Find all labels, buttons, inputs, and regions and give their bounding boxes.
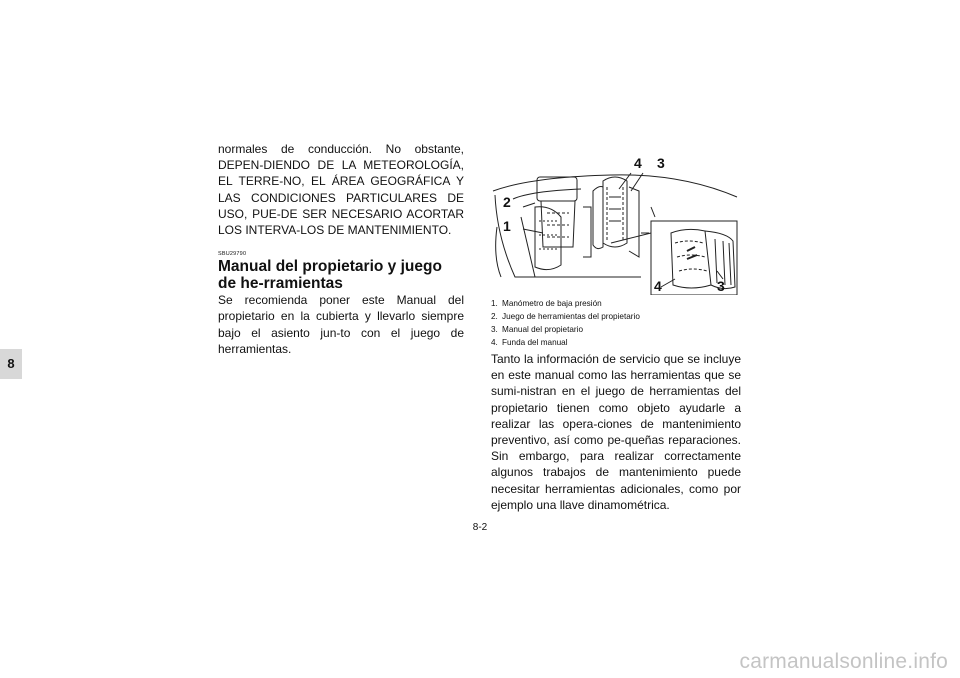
callout-3-inset: 3 <box>717 278 725 294</box>
section-code: SBU29790 <box>218 251 247 258</box>
callout-2: 2 <box>503 194 511 210</box>
callout-1: 1 <box>503 218 511 234</box>
section-heading: Manual del propietario y juego de he-rramientas <box>218 258 442 293</box>
caption-item: 2. Juego de herramientas del propietario <box>491 312 640 321</box>
right-column <box>491 351 741 513</box>
watermark[interactable]: carmanualsonline.info <box>739 650 948 673</box>
callout-4-inset: 4 <box>654 278 662 294</box>
intro-paragraph: normales de conducción. No obstante, DEPEN-DIENDO DE LA METEOROLOGÍA, EL TERRE-NO, EL ÁREA GEOGRÁFICA Y LAS CONDICIONES PARTICULARES DE USO, PUE-DE SER NECESARIO ACORTAR LOS INTERVA-LOS DE MANTENIMIENTO. <box>218 142 464 238</box>
section-paragraph: Se recomienda poner este Manual del propietario en la cubierta y llevarlo siempre bajo el asiento jun-to con el juego de herramientas. <box>218 293 464 356</box>
callout-3-top: 3 <box>657 155 665 171</box>
tool-kit-illustration <box>491 147 739 295</box>
left-column <box>218 141 464 357</box>
figure-caption-list <box>491 297 741 349</box>
page-number: 8-2 <box>472 522 488 533</box>
chapter-tab: 8 <box>0 349 22 379</box>
service-info-paragraph: Tanto la información de servicio que se incluye en este manual como las herramientas que se sumi-nistran en el juego de herramientas del propietario tienen como objeto ayudarle a realizar las opera-ciones de mantenimiento preventivo, así como pe-queñas reparaciones. Sin embargo, para realizar correctamente algunos trabajos de mantenimiento puede necesitar herramientas adicionales, como por ejemplo una llave dinamométrica. <box>491 352 741 512</box>
caption-item: 4. Funda del manual <box>491 338 568 347</box>
caption-item: 1. Manómetro de baja presión <box>491 299 602 308</box>
seat-compartment-drawing <box>491 147 739 295</box>
callout-4-top: 4 <box>634 155 642 171</box>
caption-item: 3. Manual del propietario <box>491 325 584 334</box>
